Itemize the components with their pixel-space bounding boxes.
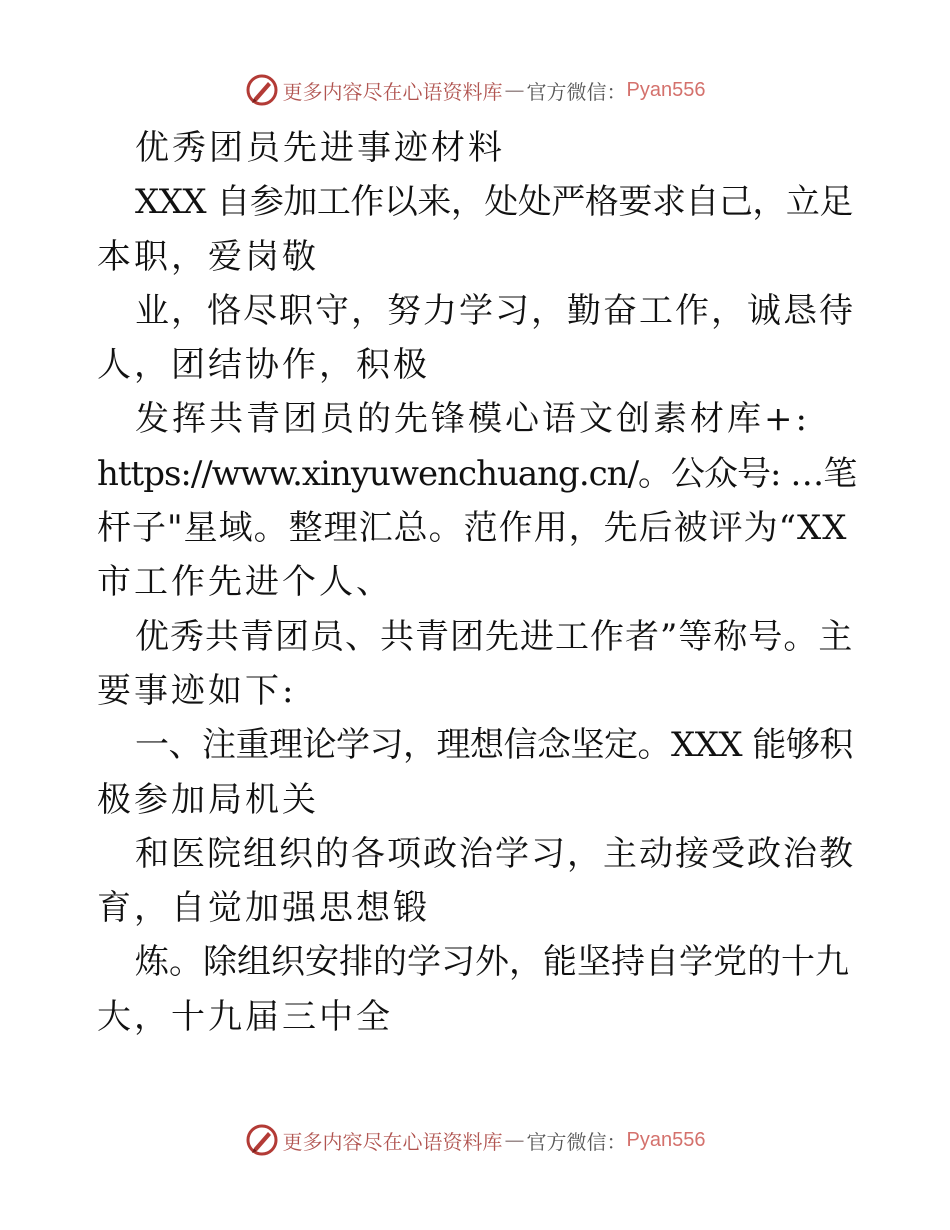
document-title: 优秀团员先进事迹材料 xyxy=(135,128,505,168)
pen-logo-icon xyxy=(245,73,279,107)
paragraph-line: 本职，爱岗敬 xyxy=(97,236,319,277)
paragraph-line: 育，自觉加强思想锻 xyxy=(97,888,430,929)
footer-watermark-banner xyxy=(0,1120,950,1160)
paragraph-line: 市工作先进个人、 xyxy=(97,562,393,603)
paragraph-line: 优秀共青团员、共青团先进工作者”等称号。主 xyxy=(135,616,854,657)
paragraph-line: 要事迹如下: xyxy=(97,670,297,711)
banner-separator: — xyxy=(504,78,525,102)
banner-wechat-id: Pyan556 xyxy=(626,78,706,101)
document-body xyxy=(97,121,857,1044)
paragraph-line-url: https://www.xinyuwenchuang.cn/。公众号: …笔 xyxy=(97,453,857,494)
paragraph-line: 极参加局机关 xyxy=(97,779,319,820)
paragraph-line: 杆子"星域。整理汇总。范作用，先后被评为“XX xyxy=(97,508,848,549)
section-heading-line: 一、注重理论学习，理想信念坚定。XXX 能够积 xyxy=(135,725,853,766)
banner-wechat-label: 官方微信： xyxy=(526,79,627,104)
paragraph-line: 发挥共青团员的先锋模心语文创素材库+: xyxy=(135,399,810,440)
banner-main-text: 更多内容尽在心语资料库 xyxy=(282,1129,503,1154)
paragraph-line: 人，团结协作，积极 xyxy=(97,345,430,386)
pen-logo-icon xyxy=(245,1123,279,1157)
banner-separator: — xyxy=(504,1128,525,1152)
paragraph-line: 和医院组织的各项政治学习，主动接受政治教 xyxy=(135,833,855,874)
banner-wechat-label: 官方微信： xyxy=(526,1129,627,1154)
paragraph-line: XXX 自参加工作以来，处处严格要求自己，立足 xyxy=(135,182,853,223)
paragraph-line: 大，十九届三中全 xyxy=(97,996,393,1037)
banner-wechat-id: Pyan556 xyxy=(626,1128,706,1151)
banner-main-text: 更多内容尽在心语资料库 xyxy=(282,79,503,104)
paragraph-line: 炼。除组织安排的学习外，能坚持自学党的十九 xyxy=(135,942,849,983)
paragraph-line: 业，恪尽职守，努力学习，勤奋工作，诚恳待 xyxy=(135,290,855,331)
header-watermark-banner xyxy=(0,70,950,110)
